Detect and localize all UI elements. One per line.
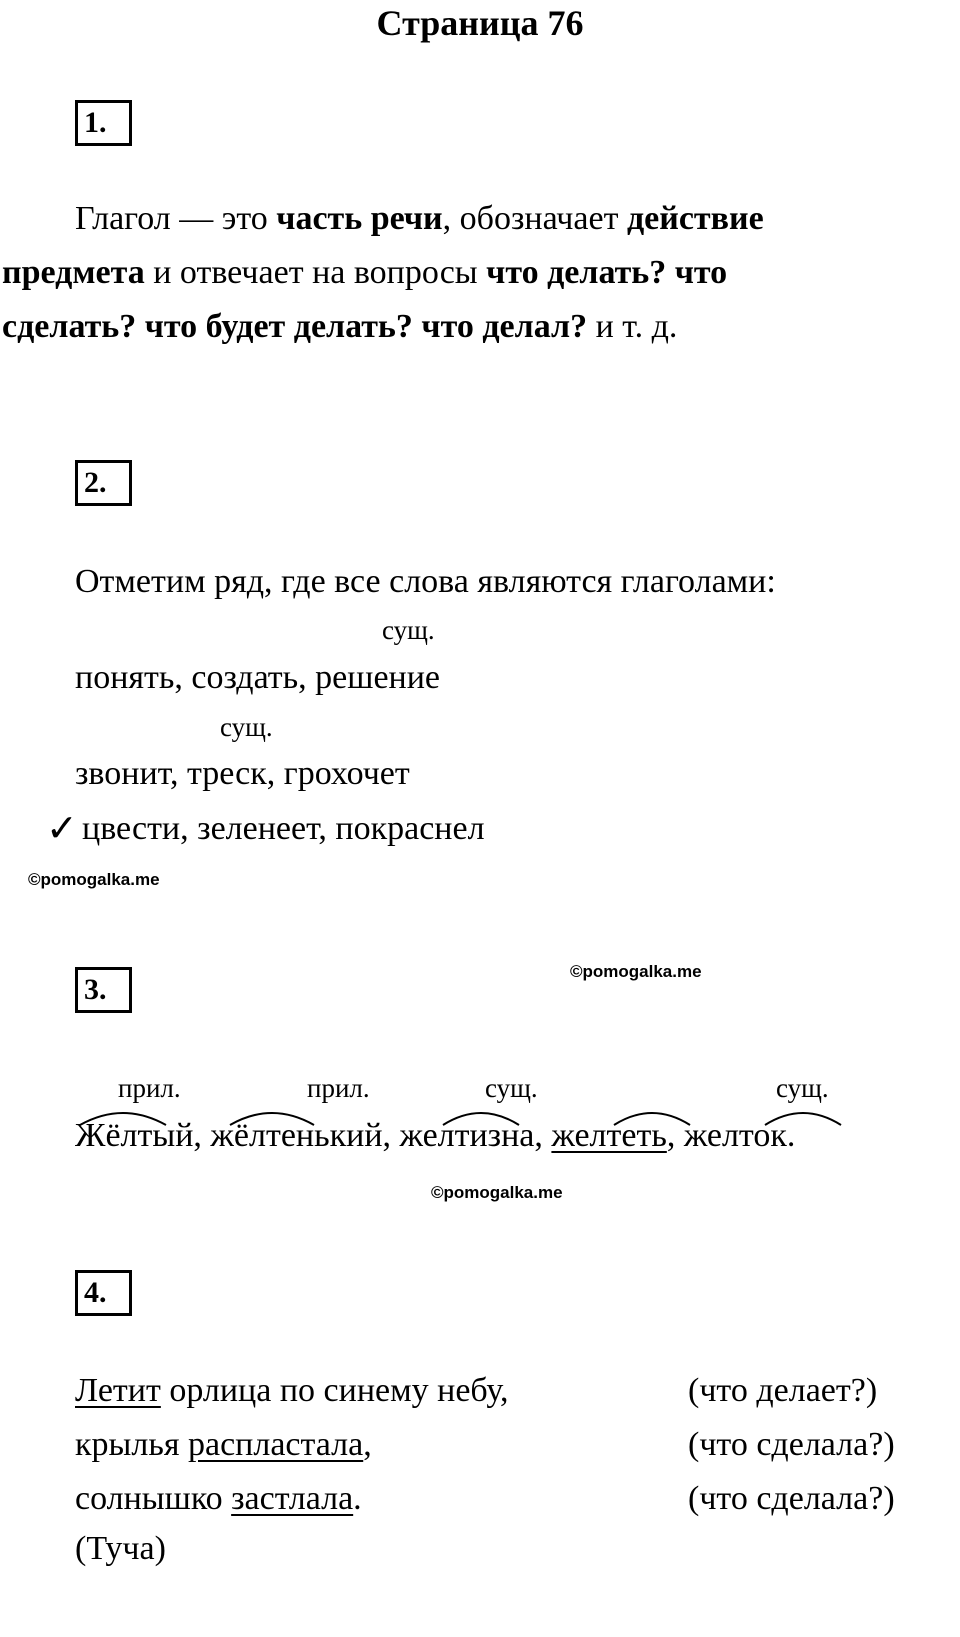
task3-word-2: жёлтенький [210,1117,383,1154]
task3-word-3: желтизна [399,1117,535,1154]
task4-answer: (Туча) [75,1530,166,1567]
page-title: Страница 76 [376,3,584,43]
task3-note-2: прил. [307,1073,370,1103]
task-number-2: 2. [75,460,132,506]
task4-line-2: крылья распластала, [75,1426,372,1463]
task2-intro: Отметим ряд, где все слова являются глаголами: [75,563,776,600]
task2-row2: звонит, треск, грохочет [75,755,410,792]
task3-note-3: сущ. [485,1073,538,1103]
task3-note-1: прил. [118,1073,181,1103]
task3-word-4-underlined: желтеть [551,1117,667,1154]
task1-line-2: предмета и отвечает на вопросы что делать? что [2,254,728,291]
task4-question-2: (что сделала?) [688,1426,895,1463]
watermark-1: ©pomogalka.me [28,870,160,889]
task1-line-3: сделать? что будет делать? что делал? и т. д. [2,308,678,345]
task2-row1: понять, создать, решение [75,659,441,696]
watermark-3: ©pomogalka.me [431,1183,563,1202]
task2-row1-note: сущ. [382,615,435,645]
task3-note-5: сущ. [776,1073,829,1103]
task-number-4: 4. [75,1270,132,1316]
task3-words: Жёлтый, жёлтенький, желтизна, желтеть, желток. [75,1117,796,1154]
task-number-1: 1. [75,100,132,146]
task-number-3: 3. [75,967,132,1013]
task4-line-1: Летит орлица по синему небу, [75,1372,509,1409]
checkmark-icon: ✓ [46,806,78,850]
task1-line-1: Глагол — это часть речи, обозначает действие [75,200,764,237]
task2-row2-note: сущ. [220,712,273,742]
task2-row3: цвести, зеленеет, покраснел [82,810,485,847]
task4-question-1: (что делает?) [688,1372,878,1409]
task4-line-3: солнышко застлала. [75,1480,362,1517]
task4-question-3: (что сделала?) [688,1480,895,1517]
watermark-2: ©pomogalka.me [570,962,702,981]
task3-word-1: Жёлтый [75,1117,194,1154]
task3-word-5: желток [683,1117,787,1154]
